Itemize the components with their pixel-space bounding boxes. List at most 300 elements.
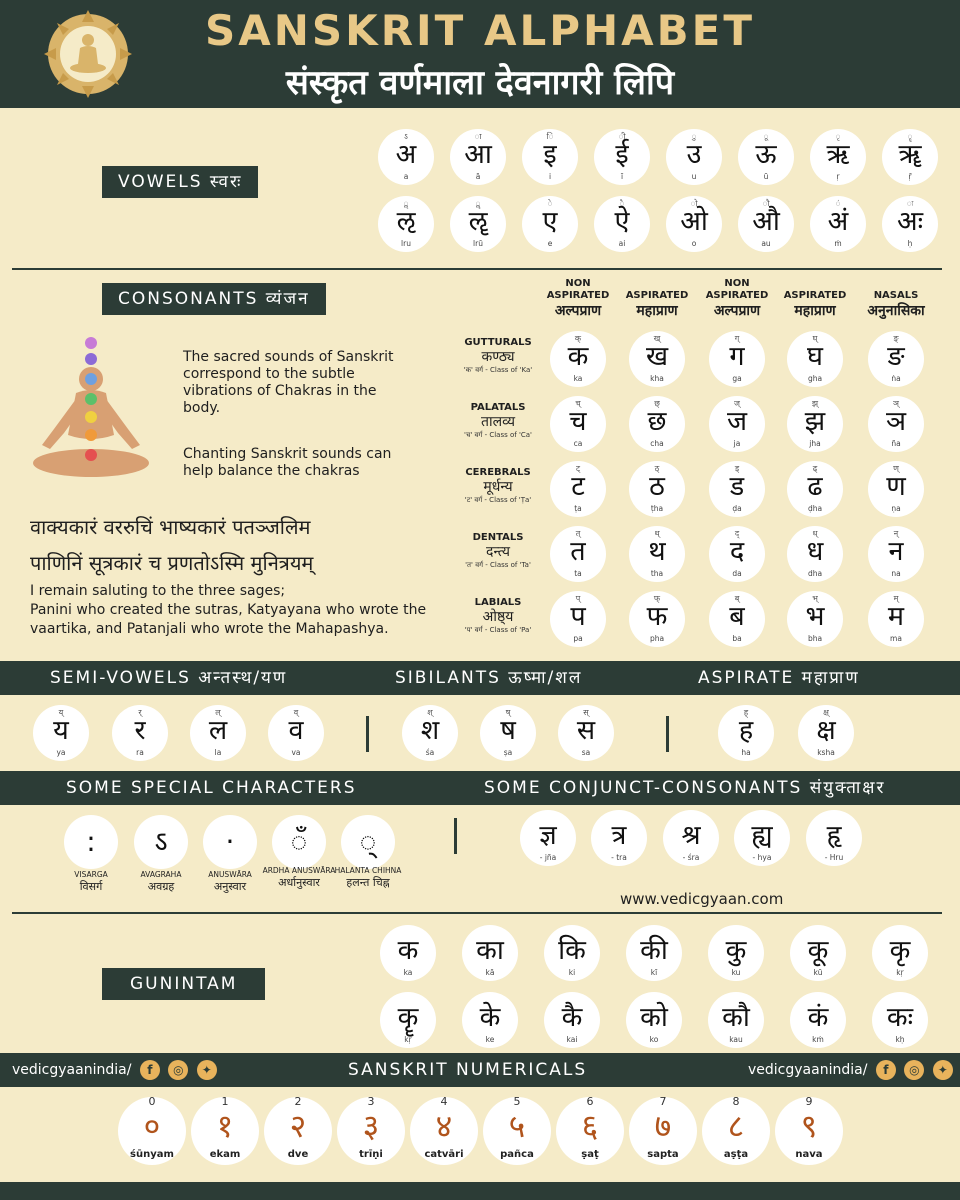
consonant-circle xyxy=(709,396,765,452)
facebook-icon[interactable]: f xyxy=(140,1060,160,1080)
letter-glyph: उ xyxy=(686,139,702,170)
shloka-line-2: पाणिनिं सूत्रकारं च प्रणतोऽस्मि मुनित्रयम् xyxy=(30,551,314,575)
letter-top-mark: घ् xyxy=(812,334,818,343)
letter-top-mark: ी xyxy=(618,132,626,141)
row-header-dv: मूर्धन्य xyxy=(483,479,513,495)
letter-glyph: त्र xyxy=(611,820,627,851)
letter-glyph: भ xyxy=(805,601,825,632)
gunintam-circle xyxy=(708,992,764,1048)
letter-top-mark: ध् xyxy=(812,529,818,538)
letter-roman: ṝ xyxy=(908,172,912,181)
letter-roman: ya xyxy=(56,748,66,757)
letter-roman: la xyxy=(214,748,222,757)
vowel-circle xyxy=(450,129,506,185)
page-title: SANSKRIT ALPHABET xyxy=(205,6,755,55)
letter-top-mark: ह् xyxy=(743,708,749,717)
row-header-en: PALATALS xyxy=(470,402,526,413)
letter-roman: ai xyxy=(618,239,626,248)
vowel-circle xyxy=(378,129,434,185)
consonant-circle xyxy=(709,461,765,517)
consonant-circle xyxy=(709,526,765,582)
letter-glyph: ख xyxy=(645,341,669,372)
conjunct-circle xyxy=(806,810,862,866)
semivowels-band xyxy=(0,661,960,695)
letter-glyph: की xyxy=(640,935,668,966)
letter-glyph: ॠ xyxy=(898,139,922,170)
letter-roman: cha xyxy=(650,439,664,448)
letter-glyph: झ xyxy=(804,406,826,437)
row-header-cls: 'क' वर्ग - Class of 'Ka' xyxy=(463,366,533,374)
conjunct-circle xyxy=(591,810,647,866)
consonant-circle xyxy=(868,461,924,517)
column-header-dv: महाप्राण xyxy=(794,303,836,319)
consonant-circle xyxy=(550,526,606,582)
letter-glyph: ढ xyxy=(807,471,823,502)
special-char-label xyxy=(190,870,270,894)
letter-glyph: कॄ xyxy=(397,1002,419,1033)
consonant-circle xyxy=(868,331,924,387)
letter-roman: kḥ xyxy=(895,1035,905,1044)
gunintam-circle xyxy=(544,925,600,981)
consonant-circle xyxy=(709,591,765,647)
letter-glyph: के xyxy=(479,1002,501,1033)
consonant-row-header xyxy=(448,467,548,505)
facebook-icon[interactable]: f xyxy=(876,1060,896,1080)
letter-top-mark: ऽ xyxy=(404,132,408,141)
letter-roman: kī xyxy=(650,968,658,977)
semivowel-circle xyxy=(112,705,168,761)
letter-roman: ca xyxy=(573,439,583,448)
letter-roman: ḍa xyxy=(732,504,742,513)
numeral-glyph: ८ xyxy=(727,1107,745,1145)
consonant-column-header xyxy=(697,278,777,320)
consonant-circle xyxy=(550,591,606,647)
sibilant-circle xyxy=(480,705,536,761)
numeral-top: 8 xyxy=(732,1095,740,1108)
row-header-cls: 'च' वर्ग - Class of 'Ca' xyxy=(464,431,532,439)
letter-roman: - hya xyxy=(752,853,772,862)
letter-glyph: ओ xyxy=(680,206,708,237)
letter-top-mark: ब् xyxy=(734,594,740,603)
letter-roman: o xyxy=(691,239,697,248)
letter-glyph: क xyxy=(397,935,419,966)
consonant-circle xyxy=(787,526,843,582)
letter-glyph: ग xyxy=(729,341,745,372)
letter-top-mark: ृ xyxy=(835,132,841,141)
numeral-roman: pañca xyxy=(500,1149,534,1160)
letter-glyph: क xyxy=(567,341,589,372)
consonant-circle xyxy=(868,526,924,582)
special-char-circle xyxy=(203,815,257,869)
letter-glyph: कं xyxy=(807,1002,829,1033)
special-char-circle xyxy=(341,815,395,869)
letter-roman: kū xyxy=(813,968,823,977)
letter-top-mark: ट् xyxy=(575,464,581,473)
column-header-dv: अनुनासिका xyxy=(867,303,925,319)
letter-roman: au xyxy=(761,239,771,248)
letter-roman: ke xyxy=(485,1035,495,1044)
special-char-label xyxy=(121,870,201,894)
column-header-en: NON ASPIRATED xyxy=(546,278,610,301)
letter-top-mark: न् xyxy=(893,529,899,538)
letter-roman: ma xyxy=(890,634,902,643)
numeral-roman: trīṇi xyxy=(359,1149,383,1160)
vowel-circle xyxy=(738,129,794,185)
vowel-circle xyxy=(378,196,434,252)
letter-roman: i xyxy=(548,172,552,181)
numeral-top: 7 xyxy=(659,1095,667,1108)
footer-band xyxy=(0,1182,960,1200)
letter-top-mark: द् xyxy=(734,529,740,538)
gunintam-circle xyxy=(790,992,846,1048)
letter-top-mark: ज् xyxy=(734,399,740,408)
row-header-dv: कण्ठ्य xyxy=(481,349,515,365)
vowel-circle xyxy=(882,129,938,185)
letter-top-mark: त् xyxy=(575,529,581,538)
letter-roman: ra xyxy=(136,748,144,757)
letter-glyph: ल xyxy=(208,715,228,746)
gunintam-circle xyxy=(790,925,846,981)
letter-glyph: कः xyxy=(886,1002,914,1033)
letter-glyph: : xyxy=(86,825,96,858)
row-header-en: LABIALS xyxy=(474,597,522,608)
numeral-top: 9 xyxy=(805,1095,813,1108)
social-handle-left: vedicgyaanindia/ xyxy=(12,1062,132,1078)
row-header-en: CEREBRALS xyxy=(465,467,531,478)
letter-glyph: ऽ xyxy=(154,825,168,858)
letter-roman: - śra xyxy=(682,853,700,862)
special-char-name-en: ANUSWĀRA xyxy=(208,870,252,879)
consonant-circle xyxy=(550,331,606,387)
letter-roman: ga xyxy=(732,374,742,383)
numeral-top: 2 xyxy=(294,1095,302,1108)
numeral-circle xyxy=(337,1097,405,1165)
vowel-circle xyxy=(522,129,578,185)
letter-roman: e xyxy=(547,239,553,248)
letter-roman: ū xyxy=(763,172,769,181)
column-header-dv: अल्पप्राण xyxy=(713,303,761,319)
consonant-column-header xyxy=(856,290,936,320)
letter-roman: ḍha xyxy=(807,504,823,513)
letter-glyph: हृ xyxy=(826,820,842,851)
letter-glyph: ऐ xyxy=(614,206,630,237)
letter-roman: kā xyxy=(485,968,495,977)
letter-roman: ku xyxy=(731,968,741,977)
row-header-cls: 'ट' वर्ग - Class of 'Ṭa' xyxy=(464,496,532,504)
numeral-roman: catvāri xyxy=(424,1149,464,1160)
aspirate-heading: ASPIRATE महाप्राण xyxy=(698,668,860,688)
consonant-circle xyxy=(868,591,924,647)
letter-glyph: प xyxy=(570,601,586,632)
separator xyxy=(366,716,369,752)
letter-roman: kṁ xyxy=(812,1035,824,1044)
header-band xyxy=(0,0,960,108)
special-char-circle xyxy=(134,815,188,869)
numeral-roman: nava xyxy=(795,1149,823,1160)
letter-roman: kau xyxy=(729,1035,743,1044)
row-header-dv: तालव्य xyxy=(480,414,515,430)
website-link[interactable]: www.vedicgyaan.com xyxy=(620,890,784,908)
special-char-name-dv: विसर्ग xyxy=(79,880,103,893)
letter-roman: ṭha xyxy=(650,504,664,513)
consonant-row-header xyxy=(448,532,548,570)
letter-top-mark: प् xyxy=(575,594,581,603)
letter-glyph: औ xyxy=(752,206,780,237)
special-char-name-dv: अनुस्वार xyxy=(213,880,247,893)
letter-top-mark: र् xyxy=(138,708,142,717)
letter-glyph: कै xyxy=(561,1002,583,1033)
row-header-dv: ओष्ठ्य xyxy=(482,609,514,625)
special-characters-heading: SOME SPECIAL CHARACTERS xyxy=(66,778,357,798)
numeral-glyph: ७ xyxy=(654,1107,672,1145)
letter-top-mark: च् xyxy=(575,399,581,408)
letter-roman: jha xyxy=(809,439,821,448)
letter-roman: kṛ xyxy=(896,968,904,977)
sibilant-circle xyxy=(558,705,614,761)
social-left xyxy=(12,1053,217,1087)
letter-glyph: ऋ xyxy=(826,139,850,170)
numeral-top: 6 xyxy=(586,1095,594,1108)
conjunct-circle xyxy=(734,810,790,866)
row-header-en: GUTTURALS xyxy=(464,337,532,348)
letter-glyph: ए xyxy=(542,206,558,237)
column-header-en: NON ASPIRATED xyxy=(705,278,769,301)
divider xyxy=(12,912,942,914)
letter-glyph: श्र xyxy=(681,820,701,851)
divider xyxy=(12,268,942,270)
letter-glyph: ठ xyxy=(649,471,665,502)
letter-glyph: क्ष xyxy=(816,715,836,746)
letter-glyph: ऊ xyxy=(755,139,777,170)
conjunct-circle xyxy=(663,810,719,866)
letter-glyph: ई xyxy=(615,139,629,170)
letter-top-mark: ग् xyxy=(734,334,740,343)
letter-top-mark: ो xyxy=(690,199,698,208)
consonant-row-header xyxy=(448,337,548,375)
special-char-label xyxy=(259,866,339,890)
letter-glyph: को xyxy=(640,1002,668,1033)
letter-glyph: ट xyxy=(571,471,585,502)
gunintam-label: GUNINTAM xyxy=(102,968,265,1000)
letter-glyph: ॡ xyxy=(468,206,488,237)
letter-roman: va xyxy=(291,748,301,757)
gunintam-circle xyxy=(872,992,928,1048)
letter-top-mark: ं xyxy=(835,199,841,208)
numeral-glyph: ५ xyxy=(508,1107,526,1145)
shloka-translation xyxy=(30,582,450,639)
letter-roman: pa xyxy=(573,634,583,643)
letter-roman: sa xyxy=(581,748,591,757)
vowel-circle xyxy=(666,129,722,185)
consonant-circle xyxy=(629,461,685,517)
consonant-circle xyxy=(709,331,765,387)
letter-roman: ña xyxy=(891,439,901,448)
special-char-label xyxy=(51,870,131,894)
letter-glyph: ष xyxy=(500,715,516,746)
letter-roman: ṣa xyxy=(503,748,513,757)
numeral-glyph: ४ xyxy=(435,1107,453,1145)
aspirate-circle xyxy=(798,705,854,761)
letter-glyph: अः xyxy=(896,206,924,237)
letter-glyph: ँ xyxy=(290,825,308,858)
letter-roman: ta xyxy=(574,569,582,578)
letter-top-mark: ॄ xyxy=(907,132,913,141)
letter-glyph: ड xyxy=(729,471,745,502)
numeral-circle xyxy=(629,1097,697,1165)
gunintam-circle xyxy=(380,992,436,1048)
column-header-en: ASPIRATED xyxy=(625,290,689,301)
consonant-circle xyxy=(629,526,685,582)
twitter-icon[interactable]: ✦ xyxy=(197,1060,217,1080)
special-char-name-en: HALANTA CHIHNA xyxy=(334,866,402,875)
gunintam-circle xyxy=(626,925,682,981)
consonant-circle xyxy=(550,461,606,517)
consonant-circle xyxy=(787,461,843,517)
social-right xyxy=(748,1053,953,1087)
letter-glyph: फ xyxy=(646,601,668,632)
letter-top-mark: ा xyxy=(474,132,482,141)
vowel-circle xyxy=(450,196,506,252)
letter-top-mark: ष् xyxy=(505,708,511,717)
letter-glyph: स xyxy=(576,715,596,746)
instagram-icon[interactable]: ◎ xyxy=(168,1060,188,1080)
gunintam-circle xyxy=(872,925,928,981)
numeral-top: 1 xyxy=(221,1095,229,1108)
instagram-icon[interactable]: ◎ xyxy=(904,1060,924,1080)
gunintam-circle xyxy=(544,992,600,1048)
letter-glyph: ज्ञ xyxy=(539,820,557,851)
letter-glyph: इ xyxy=(543,139,557,170)
letter-top-mark: ौ xyxy=(762,199,770,208)
letter-roman: ṛ xyxy=(836,172,840,181)
letter-roman: kṝ xyxy=(404,1035,412,1044)
letter-glyph: ण xyxy=(886,471,906,502)
special-char-name-dv: अवग्रह xyxy=(147,880,175,893)
letter-glyph: का xyxy=(476,935,504,966)
letter-top-mark: क्ष् xyxy=(823,708,829,717)
letter-roman: ṅa xyxy=(891,374,901,383)
letter-roman: kai xyxy=(566,1035,578,1044)
letter-glyph: ज xyxy=(726,406,748,437)
letter-top-mark: म् xyxy=(893,594,899,603)
letter-roman: - jña xyxy=(539,853,557,862)
numeral-roman: sapta xyxy=(647,1149,679,1160)
conjunct-heading: SOME CONJUNCT-CONSONANTS संयुक्ताक्षर xyxy=(484,778,886,798)
letter-top-mark: ि xyxy=(546,132,554,141)
letter-top-mark: ल् xyxy=(215,708,221,717)
aspirate-circle xyxy=(718,705,774,761)
letter-roman: ksha xyxy=(817,748,835,757)
letter-roman: lru xyxy=(401,239,411,248)
vowel-circle xyxy=(522,196,578,252)
consonant-circle xyxy=(787,331,843,387)
twitter-icon[interactable]: ✦ xyxy=(933,1060,953,1080)
letter-roman: ī xyxy=(620,172,624,181)
numeral-glyph: ६ xyxy=(581,1107,599,1145)
letter-roman: bha xyxy=(807,634,823,643)
letter-top-mark: ॣ xyxy=(475,199,481,208)
consonant-circle xyxy=(629,591,685,647)
letter-roman: dha xyxy=(807,569,823,578)
vowel-circle xyxy=(738,196,794,252)
numericals-heading: SANSKRIT NUMERICALS xyxy=(348,1060,588,1080)
numeral-circle xyxy=(410,1097,478,1165)
special-char-circle xyxy=(64,815,118,869)
consonant-column-header xyxy=(538,278,618,320)
conjunct-circle xyxy=(520,810,576,866)
letter-top-mark: ङ् xyxy=(893,334,899,343)
separator xyxy=(666,716,669,752)
letter-top-mark: स् xyxy=(583,708,589,717)
letter-top-mark: फ् xyxy=(653,594,661,603)
letter-glyph: ध xyxy=(806,536,824,567)
numeral-circle xyxy=(191,1097,259,1165)
numeral-roman: ekam xyxy=(209,1149,241,1160)
letter-glyph: छ xyxy=(647,406,667,437)
page-subtitle: संस्कृत वर्णमाला देवनागरी लिपि xyxy=(285,63,675,103)
consonant-circle xyxy=(868,396,924,452)
letter-top-mark: ढ् xyxy=(812,464,818,473)
letter-roman: ḥ xyxy=(907,239,913,248)
letter-top-mark: ै xyxy=(619,199,625,208)
letter-glyph: कु xyxy=(725,935,747,966)
letter-top-mark: य् xyxy=(58,708,64,717)
semivowel-circle xyxy=(190,705,246,761)
letter-roman: ko xyxy=(649,1035,659,1044)
vowel-circle xyxy=(882,196,938,252)
letter-glyph: म xyxy=(887,601,905,632)
consonant-column-header xyxy=(617,290,697,320)
special-char-name-en: VISARGA xyxy=(74,870,108,879)
numeral-glyph: १ xyxy=(216,1107,234,1145)
letter-top-mark: ड् xyxy=(734,464,740,473)
numeral-glyph: २ xyxy=(289,1107,307,1145)
letter-roman: gha xyxy=(807,374,823,383)
consonant-circle xyxy=(787,396,843,452)
letter-glyph: श xyxy=(420,715,440,746)
letter-roman: lrū xyxy=(473,239,483,248)
letter-glyph: अं xyxy=(827,206,849,237)
separator xyxy=(454,818,457,854)
semivowels-heading: SEMI-VOWELS अन्तस्थ/यण xyxy=(50,668,288,688)
letter-roman: pha xyxy=(649,634,665,643)
numeral-circle xyxy=(118,1097,186,1165)
letter-top-mark: ठ् xyxy=(654,464,660,473)
numeral-circle xyxy=(264,1097,332,1165)
special-char-circle xyxy=(272,815,326,869)
letter-top-mark: क् xyxy=(574,334,582,343)
sibilants-heading: SIBILANTS ऊष्मा/शल xyxy=(395,668,583,688)
letter-top-mark: भ् xyxy=(812,594,818,603)
translation-line-2: Panini who created the sutras, Katyayana who wrote the vaartika, and Patanjali who wrote the Mahapashya. xyxy=(30,602,427,637)
letter-roman: ha xyxy=(741,748,751,757)
letter-glyph: ङ xyxy=(887,341,905,372)
letter-top-mark: ख् xyxy=(653,334,661,343)
numeral-roman: ṣaṭ xyxy=(581,1149,599,1160)
numeral-roman: aṣṭa xyxy=(723,1149,749,1160)
gunintam-circle xyxy=(380,925,436,981)
consonant-row-header xyxy=(448,402,548,440)
numeral-circle xyxy=(775,1097,843,1165)
letter-roman: ā xyxy=(475,172,481,181)
numeral-circle xyxy=(556,1097,624,1165)
letter-roman: - Hru xyxy=(824,853,844,862)
letter-roman: a xyxy=(403,172,409,181)
semivowel-circle xyxy=(268,705,324,761)
letter-glyph: ऌ xyxy=(396,206,416,237)
letter-glyph: कौ xyxy=(722,1002,750,1033)
letter-glyph: न xyxy=(888,536,904,567)
